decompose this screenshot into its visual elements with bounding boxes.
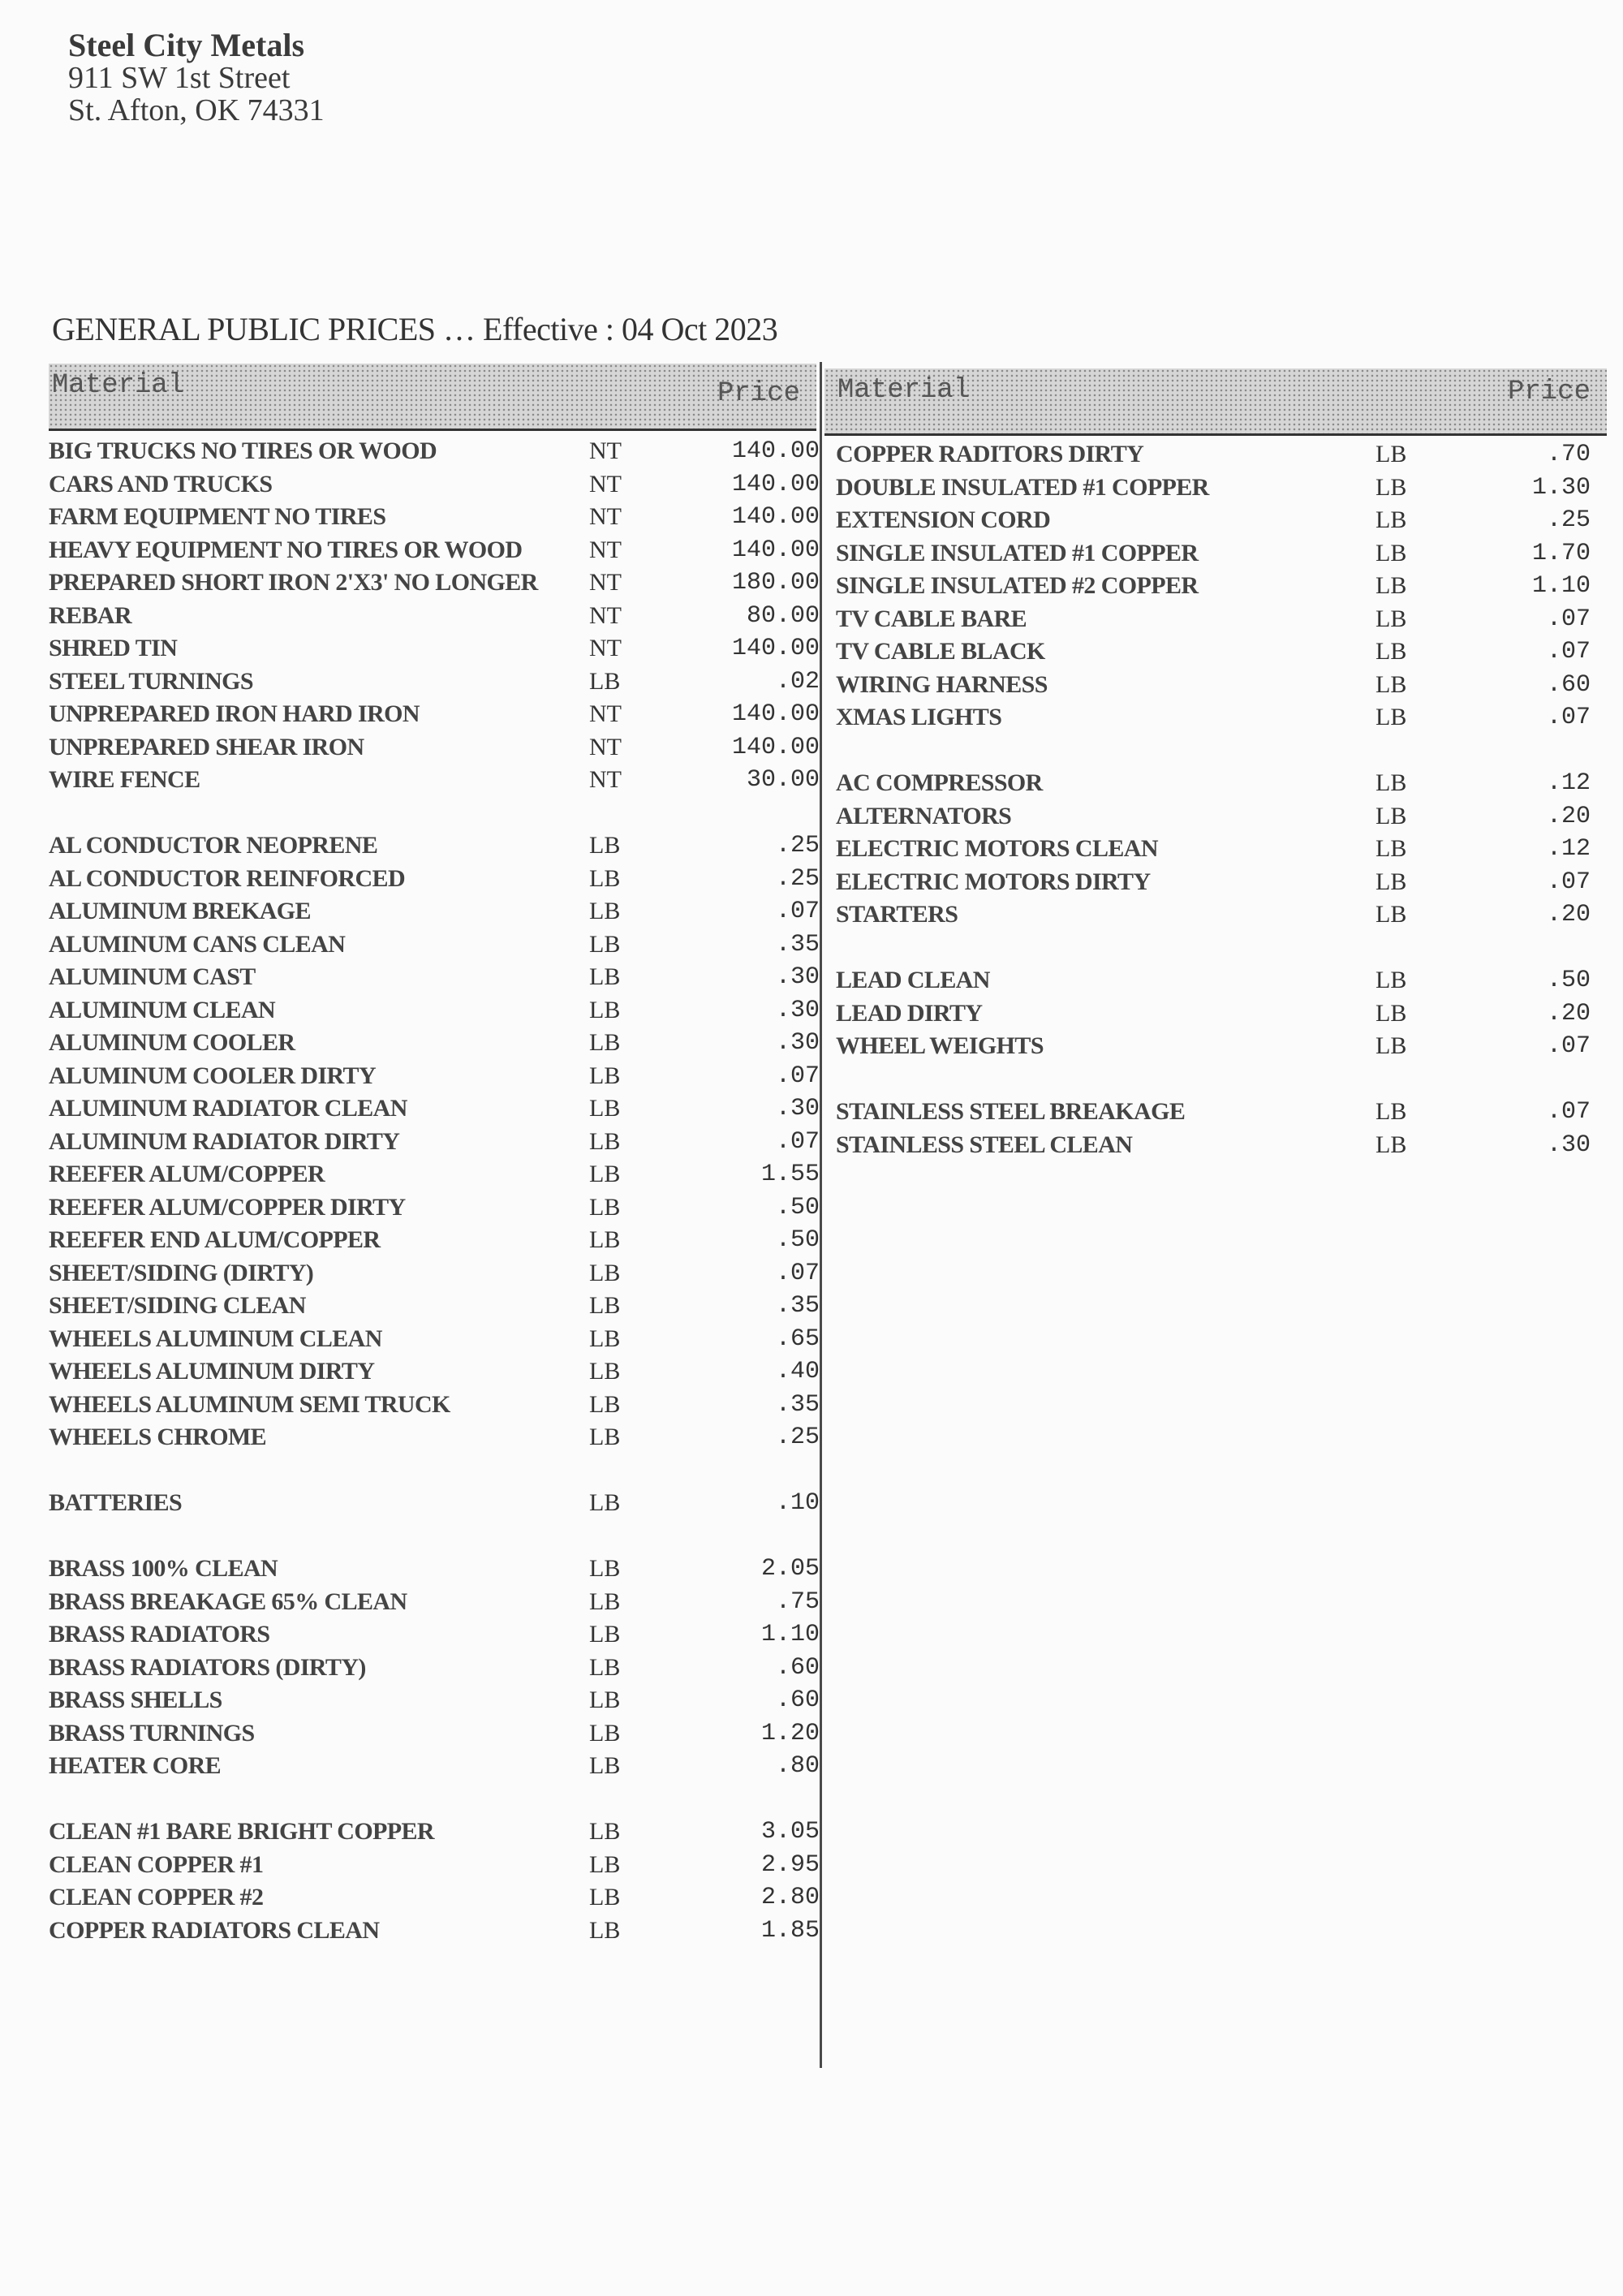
table-row (49, 468, 820, 502)
group-spacer (49, 1783, 779, 1816)
unit-label: LB (589, 1292, 621, 1319)
price-value: 140.00 (731, 503, 820, 531)
group-spacer (49, 797, 779, 830)
unit-label: LB (589, 930, 621, 958)
table-row (49, 863, 820, 896)
unit-label: LB (589, 1127, 621, 1155)
price-value: 140.00 (731, 700, 820, 728)
unit-label: LB (1375, 967, 1407, 993)
unit-label: LB (1375, 473, 1407, 501)
material-name: XMAS LIGHTS (836, 704, 1002, 730)
table-row (836, 866, 1591, 899)
header-price: Price (1507, 377, 1591, 407)
material-name: CLEAN COPPER #1 (49, 1850, 264, 1878)
material-name: SHEET/SIDING (DIRTY) (49, 1259, 314, 1286)
unit-label: LB (1375, 670, 1407, 698)
material-name: LEAD DIRTY (836, 999, 983, 1027)
table-row (49, 1750, 820, 1783)
material-name: TV CABLE BLACK (836, 638, 1045, 665)
price-value: .07 (1546, 704, 1591, 731)
material-name: LEAD CLEAN (836, 967, 990, 993)
table-row (836, 669, 1591, 702)
material-name: WHEELS CHROME (49, 1424, 267, 1450)
table-row (49, 1092, 820, 1126)
table-row (49, 1355, 820, 1389)
material-name: CARS AND TRUCKS (49, 470, 273, 498)
table-row (49, 1421, 820, 1454)
table-row (49, 731, 820, 765)
unit-label: LB (589, 1752, 621, 1779)
unit-label: LB (589, 1818, 621, 1845)
material-name: ALUMINUM CANS CLEAN (49, 930, 346, 958)
material-name: STARTERS (836, 901, 958, 928)
material-name: WHEELS ALUMINUM DIRTY (49, 1358, 375, 1385)
unit-label: LB (589, 1489, 621, 1516)
unit-label: NT (589, 437, 622, 464)
price-value: .07 (1546, 605, 1591, 633)
table-row (49, 1257, 820, 1290)
material-name: CLEAN COPPER #2 (49, 1884, 264, 1910)
price-value: .07 (1546, 1098, 1591, 1126)
material-name: SHRED TIN (49, 635, 178, 661)
price-list-title: GENERAL PUBLIC PRICES … Effective : 04 Oct 2023 (52, 311, 778, 347)
company-header (68, 29, 325, 127)
table-row (836, 472, 1591, 505)
company-name: Steel City Metals (68, 27, 305, 63)
material-name: ALUMINUM RADIATOR CLEAN (49, 1095, 407, 1122)
material-name: SHEET/SIDING CLEAN (49, 1292, 306, 1319)
price-value: 1.20 (760, 1719, 820, 1747)
table-row (49, 994, 820, 1027)
price-value: .12 (1546, 835, 1591, 863)
table-row (49, 566, 820, 600)
price-value: 140.00 (731, 470, 820, 498)
table-row (836, 833, 1591, 866)
unit-label: LB (1375, 999, 1407, 1027)
table-row (836, 701, 1591, 734)
price-value: 180.00 (731, 569, 820, 597)
unit-label: LB (589, 1358, 621, 1385)
table-row (49, 600, 820, 633)
price-value: .75 (775, 1587, 820, 1616)
price-value: 1.85 (760, 1916, 820, 1945)
header-price: Price (717, 378, 800, 409)
unit-label: LB (1375, 868, 1407, 895)
price-value: .80 (775, 1752, 820, 1780)
group-spacer (49, 1454, 779, 1488)
material-name: HEAVY EQUIPMENT NO TIRES OR WOOD (49, 536, 523, 563)
unit-label: LB (589, 1884, 621, 1910)
price-value: .12 (1546, 769, 1591, 797)
material-name: TV CABLE BARE (836, 605, 1027, 632)
price-value: .30 (775, 1029, 820, 1057)
material-name: WIRING HARNESS (836, 670, 1048, 698)
unit-label: NT (589, 536, 622, 563)
price-value: .50 (775, 1193, 820, 1221)
unit-label: NT (589, 470, 622, 498)
unit-label: LB (1375, 769, 1407, 796)
table-row (49, 1816, 820, 1849)
price-value: 2.95 (760, 1850, 820, 1879)
group-spacer (836, 734, 1566, 768)
table-row (836, 1030, 1591, 1063)
header-material: Material (837, 375, 971, 406)
unit-label: LB (589, 996, 621, 1023)
material-name: BIG TRUCKS NO TIRES OR WOOD (49, 437, 437, 464)
material-name: BRASS RADIATORS (DIRTY) (49, 1653, 366, 1681)
table-row (49, 1191, 820, 1225)
price-value: 140.00 (731, 635, 820, 662)
table-row (49, 435, 820, 468)
material-name: REEFER ALUM/COPPER DIRTY (49, 1193, 406, 1221)
column-divider (820, 362, 822, 2068)
table-row (836, 964, 1591, 997)
material-name: REEFER END ALUM/COPPER (49, 1226, 381, 1253)
price-value: 30.00 (746, 766, 820, 794)
unit-label: NT (589, 503, 622, 530)
table-row (49, 829, 820, 863)
company-city: St. Afton, OK 74331 (68, 93, 325, 127)
price-value: .70 (1546, 441, 1591, 468)
price-value: .40 (775, 1358, 820, 1385)
material-name: BRASS 100% CLEAN (49, 1555, 278, 1582)
table-row (836, 800, 1591, 834)
unit-label: NT (589, 700, 622, 727)
table-row (49, 764, 820, 797)
unit-label: LB (589, 1719, 621, 1747)
table-row (49, 698, 820, 731)
unit-label: LB (1375, 572, 1407, 599)
table-row (49, 1586, 820, 1619)
unit-label: LB (1375, 1098, 1407, 1125)
material-name: ALTERNATORS (836, 802, 1012, 829)
price-value: .07 (775, 1062, 820, 1090)
table-row (49, 1224, 820, 1257)
unit-label: LB (589, 1095, 621, 1122)
unit-label: LB (1375, 1032, 1407, 1059)
price-value: .35 (775, 930, 820, 958)
price-value: 140.00 (731, 733, 820, 761)
table-row (49, 1126, 820, 1159)
unit-label: LB (589, 1850, 621, 1878)
unit-label: LB (1375, 704, 1407, 730)
price-value: .60 (775, 1686, 820, 1714)
unit-label: LB (1375, 506, 1407, 533)
material-name: SINGLE INSULATED #1 COPPER (836, 539, 1199, 566)
table-row (49, 1158, 820, 1191)
material-name: REBAR (49, 601, 132, 629)
price-value: .50 (775, 1226, 820, 1254)
price-table-left (49, 435, 820, 1947)
price-value: .07 (1546, 638, 1591, 666)
unit-label: LB (589, 963, 621, 990)
unit-label: LB (589, 1424, 621, 1450)
price-value: .07 (1546, 1032, 1591, 1060)
material-name: ALUMINUM COOLER (49, 1029, 295, 1056)
material-name: WHEELS ALUMINUM CLEAN (49, 1325, 382, 1352)
unit-label: LB (1375, 1131, 1407, 1158)
price-value: .20 (1546, 802, 1591, 830)
material-name: ALUMINUM RADIATOR DIRTY (49, 1127, 400, 1155)
price-value: .35 (775, 1292, 820, 1320)
material-name: DOUBLE INSULATED #1 COPPER (836, 473, 1209, 501)
price-value: 2.80 (760, 1884, 820, 1911)
table-row (49, 534, 820, 567)
unit-label: LB (1375, 539, 1407, 566)
unit-label: LB (1375, 901, 1407, 928)
unit-label: LB (589, 667, 621, 695)
unit-label: NT (589, 569, 622, 596)
price-value: .60 (775, 1653, 820, 1682)
unit-label: LB (589, 1621, 621, 1648)
table-row (49, 1618, 820, 1652)
unit-label: LB (589, 1193, 621, 1221)
price-value: .30 (1546, 1131, 1591, 1159)
price-value: .20 (1546, 999, 1591, 1027)
table-row (836, 898, 1591, 932)
table-row (49, 1290, 820, 1323)
material-name: AL CONDUCTOR REINFORCED (49, 864, 406, 892)
unit-label: LB (1375, 638, 1407, 665)
price-value: .30 (775, 1095, 820, 1122)
table-row (49, 632, 820, 666)
table-row (49, 1060, 820, 1093)
table-row (49, 1881, 820, 1915)
table-row (49, 1487, 820, 1520)
unit-label: NT (589, 766, 622, 793)
table-row (49, 501, 820, 534)
table-row (836, 997, 1591, 1031)
price-value: .30 (775, 963, 820, 991)
table-row (49, 1323, 820, 1356)
price-value: 1.10 (1531, 572, 1591, 600)
material-name: AL CONDUCTOR NEOPRENE (49, 832, 378, 859)
unit-label: LB (589, 1390, 621, 1418)
material-name: ALUMINUM BREKAGE (49, 898, 311, 924)
price-value: 140.00 (731, 437, 820, 465)
group-spacer (836, 932, 1566, 965)
table-row (49, 666, 820, 699)
unit-label: LB (1375, 835, 1407, 862)
material-name: BRASS SHELLS (49, 1686, 222, 1713)
table-row (49, 1553, 820, 1586)
table-row (49, 1717, 820, 1751)
table-row (836, 537, 1591, 571)
unit-label: LB (1375, 802, 1407, 829)
material-name: STAINLESS STEEL BREAKAGE (836, 1098, 1186, 1125)
unit-label: LB (589, 1226, 621, 1253)
table-row (49, 1684, 820, 1717)
table-row (49, 895, 820, 928)
price-value: .60 (1546, 670, 1591, 699)
table-row (49, 1027, 820, 1060)
material-name: STEEL TURNINGS (49, 667, 253, 695)
material-name: HEATER CORE (49, 1752, 222, 1779)
material-name: PREPARED SHORT IRON 2'X3' NO LONGER (49, 569, 538, 596)
material-name: REEFER ALUM/COPPER (49, 1161, 325, 1187)
table-row (836, 504, 1591, 537)
material-name: ALUMINUM CAST (49, 963, 256, 990)
price-value: .20 (1546, 901, 1591, 928)
unit-label: LB (589, 1916, 621, 1944)
material-name: BRASS TURNINGS (49, 1719, 255, 1747)
price-value: 140.00 (731, 536, 820, 564)
table-row (49, 1849, 820, 1882)
price-value: 1.55 (760, 1161, 820, 1188)
price-value: 1.70 (1531, 539, 1591, 567)
price-value: .35 (775, 1390, 820, 1419)
unit-label: LB (589, 1161, 621, 1187)
unit-label: LB (1375, 605, 1407, 632)
unit-label: LB (589, 1062, 621, 1089)
unit-label: LB (589, 1029, 621, 1056)
table-row (836, 570, 1591, 603)
header-material: Material (52, 370, 185, 401)
unit-label: LB (589, 832, 621, 859)
price-value: .25 (775, 1424, 820, 1451)
material-name: AC COMPRESSOR (836, 769, 1043, 796)
material-name: WHEELS ALUMINUM SEMI TRUCK (49, 1390, 450, 1418)
table-row (49, 1389, 820, 1422)
material-name: BRASS RADIATORS (49, 1621, 270, 1648)
material-name: ELECTRIC MOTORS CLEAN (836, 835, 1158, 862)
material-name: WHEEL WEIGHTS (836, 1032, 1044, 1059)
price-value: 1.10 (760, 1621, 820, 1648)
unit-label: LB (589, 1587, 621, 1615)
unit-label: LB (589, 1555, 621, 1582)
table-row (49, 928, 820, 962)
price-value: .02 (775, 667, 820, 696)
price-value: .07 (775, 898, 820, 925)
price-value: .25 (775, 864, 820, 893)
table-header-right (824, 368, 1607, 436)
price-value: .50 (1546, 967, 1591, 994)
material-name: WIRE FENCE (49, 766, 200, 793)
table-row (49, 1652, 820, 1685)
unit-label: LB (1375, 441, 1407, 467)
material-name: FARM EQUIPMENT NO TIRES (49, 503, 386, 530)
unit-label: LB (589, 864, 621, 892)
unit-label: LB (589, 898, 621, 924)
unit-label: LB (589, 1653, 621, 1681)
material-name: UNPREPARED IRON HARD IRON (49, 700, 420, 727)
table-header-left (49, 364, 816, 431)
table-row (836, 1129, 1591, 1162)
material-name: BATTERIES (49, 1489, 183, 1516)
price-table-right (836, 438, 1591, 1161)
material-name: SINGLE INSULATED #2 COPPER (836, 572, 1199, 599)
table-row (49, 961, 820, 994)
group-spacer (836, 1063, 1566, 1096)
material-name: STAINLESS STEEL CLEAN (836, 1131, 1133, 1158)
price-value: .07 (1546, 868, 1591, 896)
price-value: .25 (1546, 506, 1591, 534)
price-value: .65 (775, 1325, 820, 1353)
table-row (836, 603, 1591, 636)
table-row (49, 1915, 820, 1948)
material-name: EXTENSION CORD (836, 506, 1051, 533)
unit-label: LB (589, 1686, 621, 1713)
table-row (836, 767, 1591, 800)
price-value: .07 (775, 1127, 820, 1156)
company-street: 911 SW 1st Street (68, 61, 291, 95)
unit-label: LB (589, 1325, 621, 1352)
price-value: .07 (775, 1259, 820, 1287)
group-spacer (49, 1520, 779, 1553)
price-value: 80.00 (746, 601, 820, 630)
unit-label: LB (589, 1259, 621, 1286)
material-name: ALUMINUM COOLER DIRTY (49, 1062, 377, 1089)
material-name: ALUMINUM CLEAN (49, 996, 276, 1023)
material-name: BRASS BREAKAGE 65% CLEAN (49, 1587, 407, 1615)
table-row (836, 438, 1591, 472)
price-value: 3.05 (760, 1818, 820, 1846)
price-value: 1.30 (1531, 473, 1591, 502)
material-name: COPPER RADIATORS CLEAN (49, 1916, 380, 1944)
material-name: UNPREPARED SHEAR IRON (49, 733, 364, 760)
unit-label: NT (589, 635, 622, 661)
material-name: COPPER RADITORS DIRTY (836, 441, 1144, 467)
price-value: .10 (775, 1489, 820, 1517)
table-row (836, 635, 1591, 669)
price-value: .25 (775, 832, 820, 859)
unit-label: NT (589, 601, 622, 629)
table-row (836, 1096, 1591, 1129)
material-name: ELECTRIC MOTORS DIRTY (836, 868, 1151, 895)
unit-label: NT (589, 733, 622, 760)
price-value: 2.05 (760, 1555, 820, 1583)
price-value: .30 (775, 996, 820, 1024)
material-name: CLEAN #1 BARE BRIGHT COPPER (49, 1818, 434, 1845)
